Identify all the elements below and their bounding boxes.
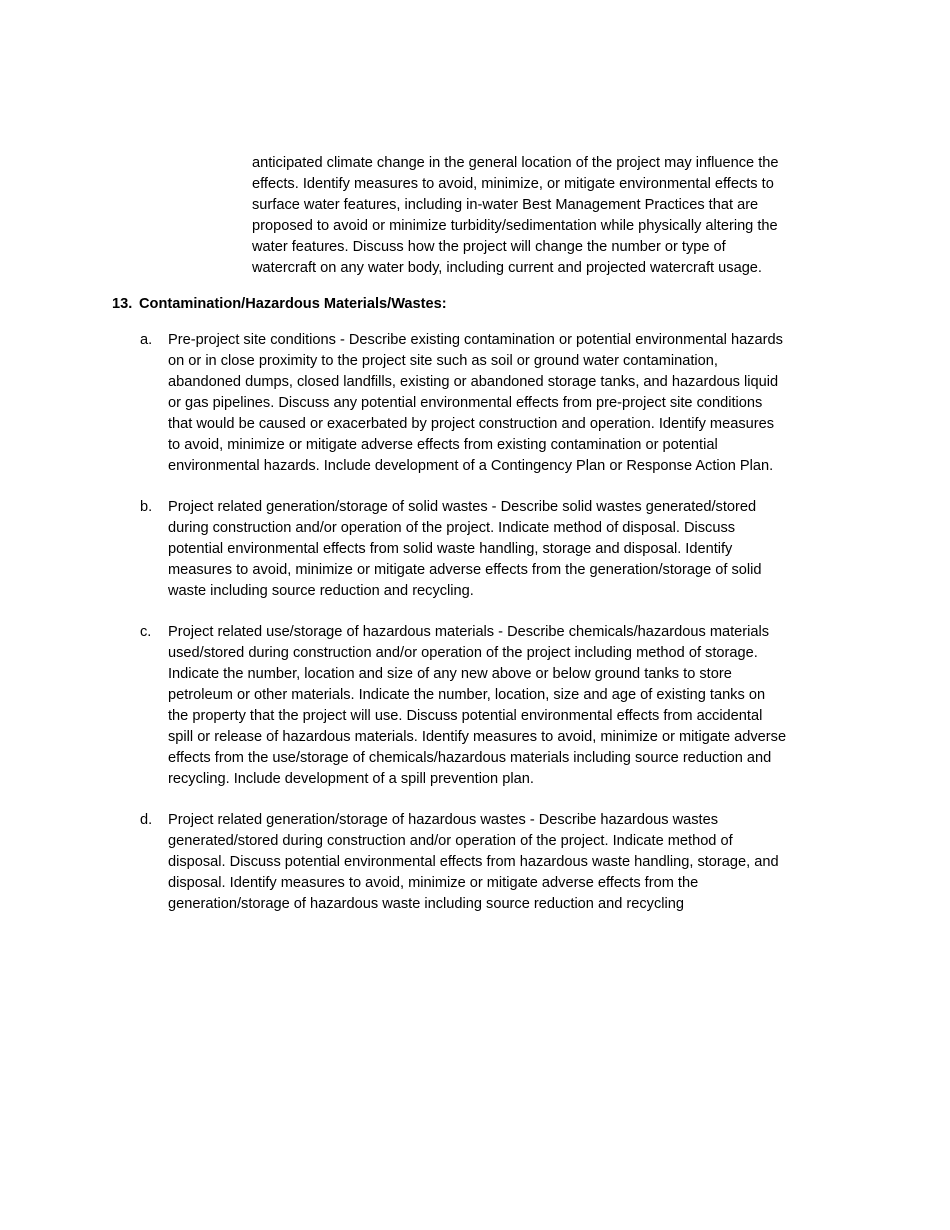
list-item-text: Project related generation/storage of solid wastes - Describe solid wastes generated/stored during construction and/or operation of the project. Indicate method of disposal. Discuss potential environmental effects from solid waste handling, storage and disposal. Identify measures to avoid, minimize or mitigate adverse effects from the generation/storage of solid waste including source reduction and recycling.	[168, 499, 762, 599]
list-item-text: Pre-project site conditions - Describe existing contamination or potential environmental hazards on or in close proximity to the project site such as soil or ground water contamination, abandoned dumps, closed landfills, existing or abandoned storage tanks, and hazardous liquid or gas pipelines. Discuss any potential environmental effects from pre-project site conditions that would be caused or exacerbated by project construction and operation. Identify measures to avoid, minimize or mitigate adverse effects from existing contamination or potential environmental hazards. Include development of a Contingency Plan or Response Action Plan.	[168, 332, 783, 474]
list-item-letter: d.	[140, 812, 153, 828]
continuation-paragraph: anticipated climate change in the general location of the project may influence the effects. Identify measures to avoid, minimize, or mitigate environmental effects to surface water features, including in-water Best Management Practices that are proposed to avoid or minimize turbidity/sedimentation while physically altering the water features. Discuss how the project will change the number or type of watercraft on any water body, including current and projected watercraft usage.	[252, 155, 779, 276]
list-item-text: Project related use/storage of hazardous materials - Describe chemicals/hazardous materials used/stored during construction and/or operation of the project including method of storage. Indicate the number, location and size of any new above or below ground tanks to store petroleum or other materials. Indicate the number, location, size and age of existing tanks on the property that the project will use. Discuss potential environmental effects from accidental spill or release of hazardous materials. Identify measures to avoid, minimize or mitigate adverse effects from the use/storage of chemicals/hazardous materials including source reduction and recycling. Include development of a spill prevention plan.	[168, 624, 787, 787]
section-number: 13.	[112, 296, 133, 312]
list-item-letter: b.	[140, 499, 153, 515]
section-title: Contamination/Hazardous Materials/Wastes:	[139, 296, 447, 312]
list-item-letter: a.	[140, 332, 153, 348]
section-heading	[112, 294, 812, 315]
list-item-text: Project related generation/storage of hazardous wastes - Describe hazardous wastes generated/stored during construction and/or operation of the project. Indicate method of disposal. Discuss potential environmental effects from hazardous waste handling, storage, and disposal. Identify measures to avoid, minimize or mitigate adverse effects from the generation/storage of hazardous waste including source reduction and recycling	[168, 812, 779, 912]
list-item-letter: c.	[140, 624, 152, 640]
